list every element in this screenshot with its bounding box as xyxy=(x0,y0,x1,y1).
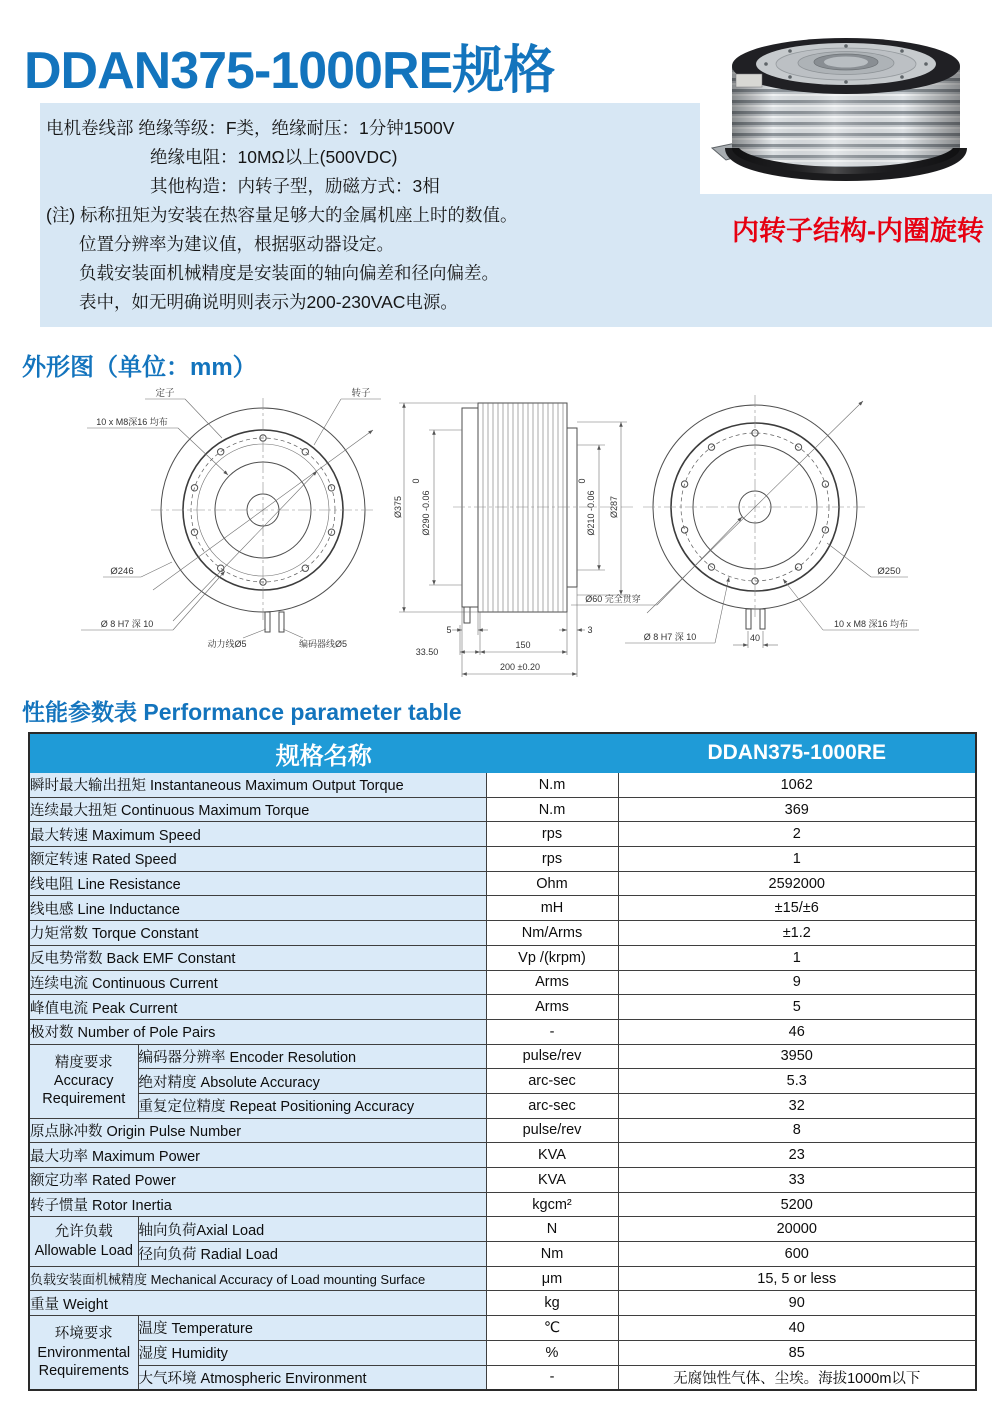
outline-heading: 外形图（单位：mm） xyxy=(22,354,257,381)
param-value: 90 xyxy=(618,1291,976,1316)
front-power-wire-label: 动力线Ø5 xyxy=(207,639,247,649)
table-row xyxy=(29,1168,976,1193)
table-row xyxy=(29,896,976,921)
motor-image xyxy=(700,8,992,194)
param-label: 大气环境 Atmospheric Environment xyxy=(138,1365,486,1390)
param-unit: Arms xyxy=(486,995,618,1020)
param-value: 20000 xyxy=(618,1217,976,1242)
param-label: 额定转速 Rated Speed xyxy=(29,847,486,872)
side-dim3350-label: 33.50 xyxy=(415,647,439,657)
param-unit: rps xyxy=(486,847,618,872)
param-value: 1 xyxy=(618,847,976,872)
param-unit: KVA xyxy=(486,1168,618,1193)
table-row xyxy=(29,773,976,798)
param-label: 编码器分辨率 Encoder Resolution xyxy=(138,1044,486,1069)
param-label: 径向负荷 Radial Load xyxy=(138,1242,486,1267)
table-row xyxy=(29,1069,976,1094)
rear-dim40-label: 40 xyxy=(749,633,761,643)
table-header-row xyxy=(29,733,976,773)
side-dia290-tolerance: 0 xyxy=(411,478,421,484)
side-view xyxy=(393,403,635,677)
note-line: 表中，如无明确说明则表示为200-230VAC电源。 xyxy=(79,292,458,312)
table-row xyxy=(29,1093,976,1118)
front-view xyxy=(81,387,381,649)
rear-pin-note: Ø 8 H7 深 10 xyxy=(643,632,697,642)
param-label: 湿度 Humidity xyxy=(138,1340,486,1365)
note-line: 电机卷线部 绝缘等级：F类，绝缘耐压：1分钟1500V xyxy=(46,118,455,138)
param-unit: - xyxy=(486,1365,618,1390)
param-value: 32 xyxy=(618,1093,976,1118)
param-unit: % xyxy=(486,1340,618,1365)
param-value: 85 xyxy=(618,1340,976,1365)
outline-drawings xyxy=(15,385,985,695)
param-unit: pulse/rev xyxy=(486,1044,618,1069)
performance-heading xyxy=(22,694,462,727)
param-value: 2592000 xyxy=(618,871,976,896)
param-value: 5 xyxy=(618,995,976,1020)
param-value: 5.3 xyxy=(618,1069,976,1094)
param-value: 9 xyxy=(618,970,976,995)
param-value: 46 xyxy=(618,1019,976,1044)
param-unit: Nm/Arms xyxy=(486,921,618,946)
table-row xyxy=(29,1118,976,1143)
table-row xyxy=(29,1316,976,1341)
table-row xyxy=(29,970,976,995)
product-photo xyxy=(700,8,992,194)
group-cell-allowable-load xyxy=(29,1217,138,1266)
rear-bolt-note: 10 x M8 深16 均布 xyxy=(833,619,909,629)
front-pin-note: Ø 8 H7 深 10 xyxy=(100,619,154,629)
param-value: 15, 5 or less xyxy=(618,1266,976,1291)
param-value: 1062 xyxy=(618,773,976,798)
table-row xyxy=(29,822,976,847)
param-label: 负载安装面机械精度 Mechanical Accuracy of Load mounting Surface xyxy=(29,1266,486,1291)
rear-bore-note: Ø60 完全贯穿 xyxy=(585,594,641,604)
performance-table xyxy=(28,732,977,1391)
performance-heading-en: Performance parameter table xyxy=(143,699,462,725)
param-label: 线电阻 Line Resistance xyxy=(29,871,486,896)
front-bolt-note: 10 x M8深16 均布 xyxy=(96,417,168,427)
param-unit: kgcm² xyxy=(486,1192,618,1217)
param-unit: Arms xyxy=(486,970,618,995)
side-dia287-label: Ø287 xyxy=(609,495,619,519)
table-row xyxy=(29,1143,976,1168)
param-unit: Ohm xyxy=(486,871,618,896)
group-cell-accuracy xyxy=(29,1044,138,1118)
group-label-zh: 允许负载 xyxy=(54,1224,113,1241)
side-dia375-label: Ø375 xyxy=(393,495,403,519)
side-dia210-tolerance: 0 xyxy=(577,478,587,484)
product-caption: 内转子结构-内圈旋转 xyxy=(732,216,984,246)
param-value: 1 xyxy=(618,945,976,970)
group-label-zh: 精度要求 xyxy=(54,1054,113,1071)
table-row xyxy=(29,995,976,1020)
param-unit: μm xyxy=(486,1266,618,1291)
param-label: 额定功率 Rated Power xyxy=(29,1168,486,1193)
side-dia290-label: Ø290 -0.06 xyxy=(421,490,431,536)
param-label: 原点脉冲数 Origin Pulse Number xyxy=(29,1118,486,1143)
rear-dia250-label: Ø250 xyxy=(877,566,901,577)
performance-heading-zh: 性能参数表 xyxy=(22,699,137,725)
param-label: 转子惯量 Rotor Inertia xyxy=(29,1192,486,1217)
group-label-en: Allowable Load xyxy=(34,1242,133,1259)
rear-view xyxy=(571,395,919,648)
param-unit: Vp /(krpm) xyxy=(486,945,618,970)
param-value: 23 xyxy=(618,1143,976,1168)
param-label: 最大转速 Maximum Speed xyxy=(29,822,486,847)
param-unit: mH xyxy=(486,896,618,921)
param-unit: rps xyxy=(486,822,618,847)
side-dim200-label: 200 ±0.20 xyxy=(500,662,540,672)
page-title: DDAN375-1000RE规格 xyxy=(24,42,555,100)
side-dim3-label: 3 xyxy=(587,625,593,635)
side-dim5-label: 5 xyxy=(446,625,452,635)
param-value: 8 xyxy=(618,1118,976,1143)
table-row xyxy=(29,1242,976,1267)
group-cell-environment xyxy=(29,1316,138,1391)
param-unit: arc-sec xyxy=(486,1069,618,1094)
param-label: 连续电流 Continuous Current xyxy=(29,970,486,995)
param-unit: - xyxy=(486,1019,618,1044)
note-line: 位置分辨率为建议值，根据驱动器设定。 xyxy=(79,234,394,254)
note-line: 其他构造：内转子型，励磁方式：3相 xyxy=(150,176,440,196)
group-label-en: Accuracy Requirement xyxy=(42,1073,126,1108)
table-row xyxy=(29,797,976,822)
param-unit: N.m xyxy=(486,797,618,822)
param-unit: Nm xyxy=(486,1242,618,1267)
side-dia210-label: Ø210 -0.06 xyxy=(586,490,596,536)
param-unit: ℃ xyxy=(486,1316,618,1341)
param-label: 轴向负荷Axial Load xyxy=(138,1217,486,1242)
table-row xyxy=(29,1019,976,1044)
note-line: 绝缘电阻：10MΩ以上(500VDC) xyxy=(150,147,398,167)
param-value: 2 xyxy=(618,822,976,847)
param-value: 33 xyxy=(618,1168,976,1193)
param-label: 最大功率 Maximum Power xyxy=(29,1143,486,1168)
param-label: 极对数 Number of Pole Pairs xyxy=(29,1019,486,1044)
param-value: ±15/±6 xyxy=(618,896,976,921)
table-row xyxy=(29,847,976,872)
param-unit: N xyxy=(486,1217,618,1242)
param-label: 温度 Temperature xyxy=(138,1316,486,1341)
spec-notes xyxy=(46,114,518,317)
table-row xyxy=(29,1192,976,1217)
table-row xyxy=(29,921,976,946)
param-unit: pulse/rev xyxy=(486,1118,618,1143)
param-value: 40 xyxy=(618,1316,976,1341)
group-label-zh: 环境要求 xyxy=(54,1326,113,1343)
param-value: ±1.2 xyxy=(618,921,976,946)
front-dia-label: Ø246 xyxy=(110,566,134,577)
param-label: 连续最大扭矩 Continuous Maximum Torque xyxy=(29,797,486,822)
table-row xyxy=(29,1340,976,1365)
param-value: 无腐蚀性气体、尘埃。海拔1000m以下 xyxy=(618,1365,976,1390)
table-row xyxy=(29,1044,976,1069)
table-row xyxy=(29,945,976,970)
param-label: 重复定位精度 Repeat Positioning Accuracy xyxy=(138,1093,486,1118)
param-unit: arc-sec xyxy=(486,1093,618,1118)
param-label: 峰值电流 Peak Current xyxy=(29,995,486,1020)
param-unit: KVA xyxy=(486,1143,618,1168)
param-value: 369 xyxy=(618,797,976,822)
param-label: 瞬时最大输出扭矩 Instantaneous Maximum Output Torque xyxy=(29,773,486,798)
param-unit: N.m xyxy=(486,773,618,798)
param-value: 600 xyxy=(618,1242,976,1267)
param-label: 反电势常数 Back EMF Constant xyxy=(29,945,486,970)
table-row xyxy=(29,1266,976,1291)
table-row xyxy=(29,1365,976,1390)
table-header-model: DDAN375-1000RE xyxy=(618,733,976,773)
param-label: 线电感 Line Inductance xyxy=(29,896,486,921)
param-label: 重量 Weight xyxy=(29,1291,486,1316)
param-label: 力矩常数 Torque Constant xyxy=(29,921,486,946)
note-line: 负载安装面机械精度是安装面的轴向偏差和径向偏差。 xyxy=(79,263,499,283)
param-unit: kg xyxy=(486,1291,618,1316)
table-row xyxy=(29,1217,976,1242)
param-value: 5200 xyxy=(618,1192,976,1217)
group-label-en: Environmental Requirements xyxy=(37,1344,131,1379)
table-header-name: 规格名称 xyxy=(29,733,618,773)
side-dim150-label: 150 xyxy=(515,640,531,650)
front-encoder-wire-label: 编码器线Ø5 xyxy=(298,639,348,649)
param-value: 3950 xyxy=(618,1044,976,1069)
front-stator-label: 定子 xyxy=(155,388,175,399)
param-label: 绝对精度 Absolute Accuracy xyxy=(138,1069,486,1094)
table-row xyxy=(29,871,976,896)
front-rotor-label: 转子 xyxy=(351,388,371,399)
note-line: (注) 标称扭矩为安装在热容量足够大的金属机座上时的数值。 xyxy=(46,205,518,225)
table-row xyxy=(29,1291,976,1316)
